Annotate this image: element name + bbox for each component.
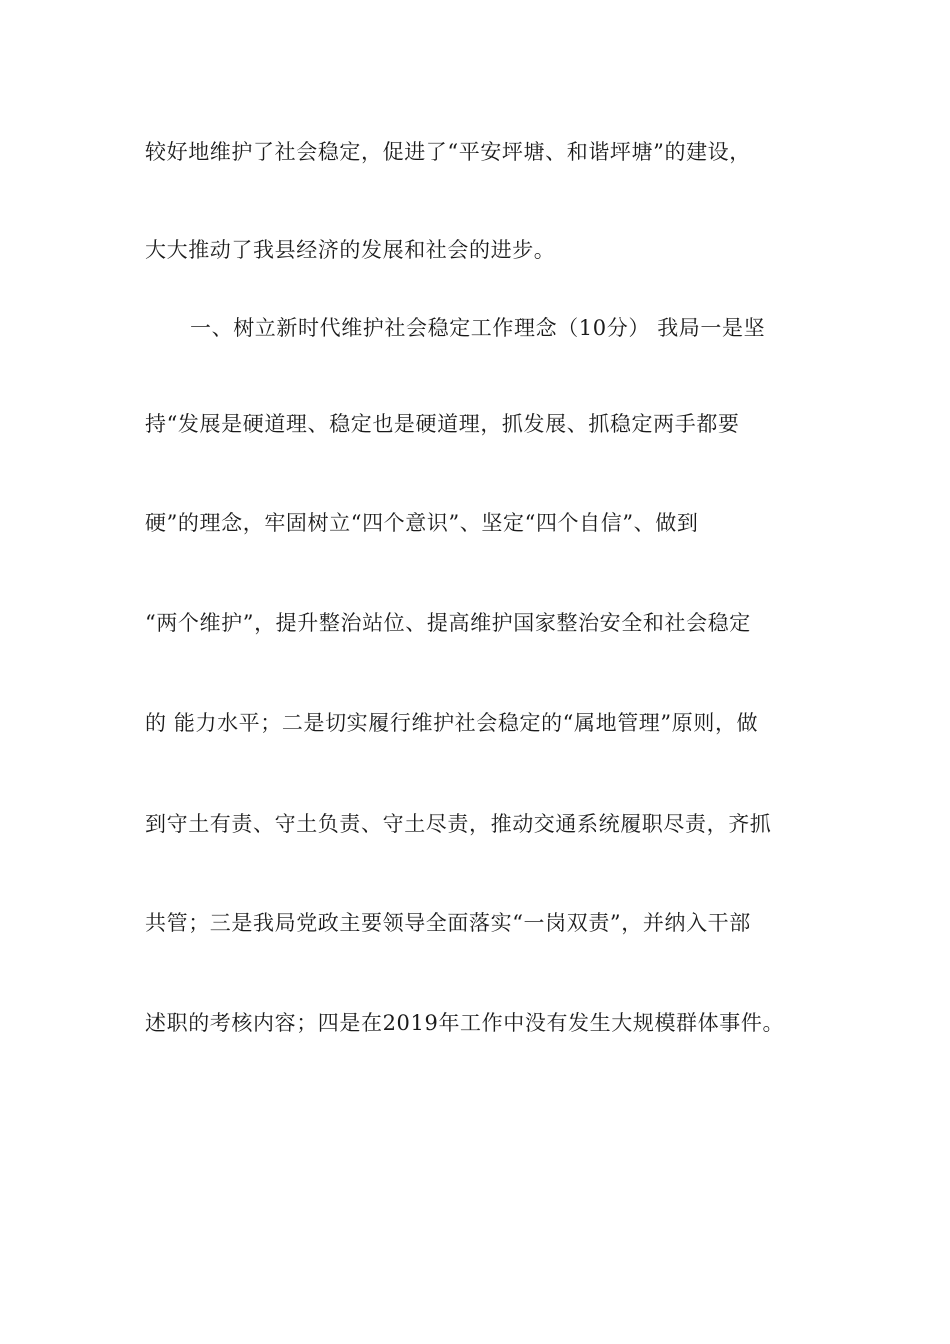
paragraph-line-6: “两个维护”，提升整治站位、提高维护国家整治安全和社会稳定 — [145, 611, 751, 635]
paragraph-line-9: 共管；三是我局党政主要领导全面落实“一岗双责”，并纳入干部 — [145, 911, 751, 935]
paragraph-line-2: 大大推动了我县经济的发展和社会的进步。 — [145, 238, 556, 262]
paragraph-line-4: 持“发展是硬道理、稳定也是硬道理，抓发展、抓稳定两手都要 — [145, 412, 740, 436]
section-heading-line: 一、树立新时代维护社会稳定工作理念（10分） 我局一是坚 — [190, 316, 766, 340]
paragraph-line-10: 述职的考核内容；四是在2019年工作中没有发生大规模群体事件。 — [145, 1011, 785, 1035]
paragraph-line-1: 较好地维护了社会稳定，促进了“平安坪塘、和谐坪塘”的建设， — [145, 140, 751, 164]
paragraph-line-8: 到守土有责、守土负责、守土尽责，推动交通系统履职尽责，齐抓 — [145, 812, 772, 836]
paragraph-line-7: 的 能力水平；二是切实履行维护社会稳定的“属地管理”原则，做 — [145, 711, 759, 735]
paragraph-line-5: 硬”的理念，牢固树立“四个意识”、坚定“四个自信”、做到 — [145, 511, 699, 535]
